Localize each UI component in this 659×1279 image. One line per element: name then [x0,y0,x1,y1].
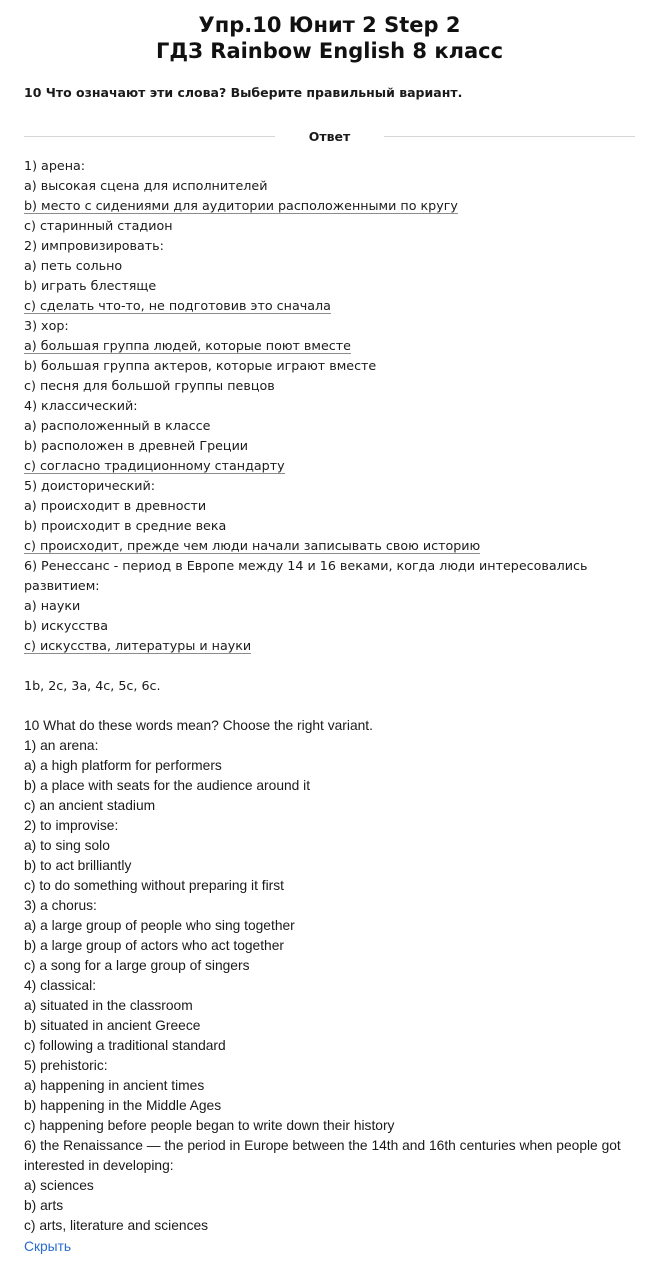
en-option-4a: a) situated in the classroom [24,998,193,1013]
answer-divider [24,126,635,146]
english-task: 10 What do these words mean? Choose the right variant. [24,718,373,733]
option-2a: a) петь сольно [24,258,123,273]
title-line-2: ГДЗ Rainbow English 8 класс [155,39,504,63]
hide-link[interactable]: Скрыть [24,1239,72,1254]
en-option-3c: c) a song for a large group of singers [24,958,250,973]
question-3: 3) хор: [24,318,69,333]
question-4: 4) классический: [24,398,138,413]
en-question-1: 1) an arena: [24,738,99,753]
en-option-4b: b) situated in ancient Greece [24,1018,201,1033]
en-option-6b: b) arts [24,1198,64,1213]
task-heading: 10 Что означают эти слова? Выберите правильный вариант. [24,85,463,100]
en-option-6a: a) sciences [24,1178,94,1193]
correct-option-2c: c) сделать что-то, не подготовив это сначала [24,298,331,313]
option-6b: b) искусства [24,618,109,633]
en-option-1a: a) a high platform for performers [24,758,222,773]
correct-option-3a: a) большая группа людей, которые поют вместе [24,338,351,353]
question-5: 5) доисторический: [24,478,155,493]
en-option-4c: c) following a traditional standard [24,1038,226,1053]
en-option-2a: a) to sing solo [24,838,110,853]
en-question-3: 3) a chorus: [24,898,97,913]
en-option-2c: c) to do something without preparing it first [24,878,284,893]
option-1c: c) старинный стадион [24,218,173,233]
en-option-1c: c) an ancient stadium [24,798,156,813]
correct-option-5c: c) происходит, прежде чем люди начали записывать свою историю [24,538,481,553]
question-2: 2) импровизировать: [24,238,164,253]
english-text [24,716,635,1236]
option-4b: b) расположен в древней Греции [24,438,249,453]
option-6a: a) науки [24,598,81,613]
en-option-5c: c) happening before people began to write down their history [24,1118,395,1133]
en-option-5b: b) happening in the Middle Ages [24,1098,222,1113]
correct-option-6c: c) искусства, литературы и науки [24,638,252,653]
answer-russian [24,156,635,716]
option-3c: c) песня для большой группы певцов [24,378,275,393]
question-6: 6) Ренессанс - период в Европе между 14 и 16 веками, когда люди интересовались развитием: [24,558,588,593]
title-line-1: Упр.10 Юнит 2 Step 2 [198,13,461,37]
option-1a: a) высокая сцена для исполнителей [24,178,268,193]
en-question-5: 5) prehistoric: [24,1058,108,1073]
en-option-6c: c) arts, literature and sciences [24,1218,209,1233]
en-option-3a: a) a large group of people who sing together [24,918,295,933]
divider-line-left [24,136,275,137]
question-1: 1) арена: [24,158,86,173]
en-option-2b: b) to act brilliantly [24,858,132,873]
en-question-2: 2) to improvise: [24,818,119,833]
option-5a: a) происходит в древности [24,498,207,513]
answer-key: 1b, 2c, 3a, 4c, 5c, 6c. [24,678,161,693]
correct-option-1b: b) место с сидениями для аудитории расположенными по кругу [24,198,458,213]
option-4a: a) расположенный в классе [24,418,211,433]
answer-label: Ответ [308,128,351,144]
page-title [24,0,635,64]
en-option-3b: b) a large group of actors who act together [24,938,284,953]
en-option-5a: a) happening in ancient times [24,1078,205,1093]
option-2b: b) играть блестяще [24,278,157,293]
option-3b: b) большая группа актеров, которые играют вместе [24,358,377,373]
en-option-1b: b) a place with seats for the audience around it [24,778,311,793]
correct-option-4c: c) согласно традиционному стандарту [24,458,285,473]
en-question-6: 6) the Renaissance — the period in Europe between the 14th and 16th centuries when people got interested in developing: [24,1138,621,1173]
option-5b: b) происходит в средние века [24,518,227,533]
divider-line-right [384,136,635,137]
en-question-4: 4) classical: [24,978,97,993]
